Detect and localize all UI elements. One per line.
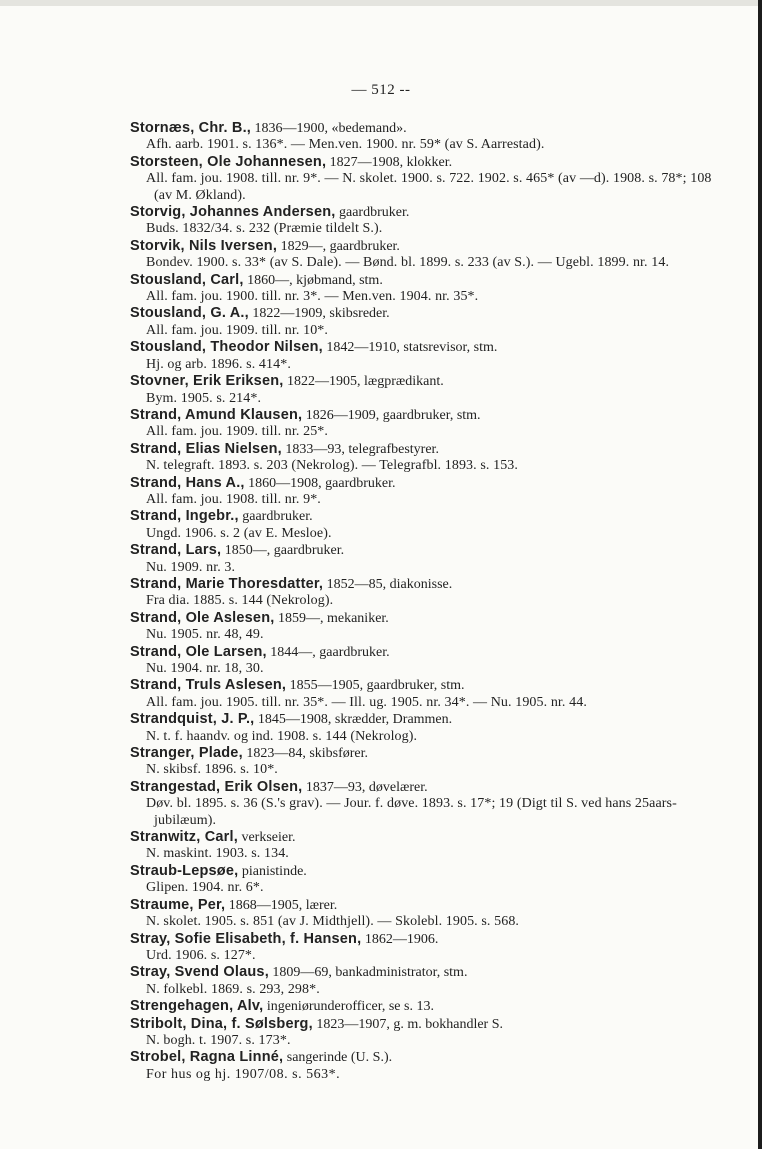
entry-name: Stovner, Erik Eriksen, bbox=[130, 373, 284, 390]
entry-reference: Døv. bl. 1895. s. 36 (S.'s grav). — Jour. f. døve. 1893. s. 17*; 19 (Digt til S. ved hans 25aars-jubilæum). bbox=[146, 796, 677, 828]
entry-name: Strand, Ingebr., bbox=[130, 508, 239, 525]
page-number: — 512 -- bbox=[351, 82, 411, 98]
entry-description: 1823—84, skibsfører. bbox=[242, 746, 369, 762]
entry-description: 1850—, gaardbruker. bbox=[221, 543, 345, 559]
entry-name: Strand, Hans A., bbox=[130, 474, 245, 491]
entry-reference: N. skolet. 1905. s. 851 (av J. Midthjell). — Skolebl. 1905. s. 568. bbox=[146, 914, 520, 930]
entry-name: Storsteen, Ole Johannesen, bbox=[130, 153, 327, 170]
entry bbox=[130, 373, 715, 407]
entry bbox=[130, 475, 715, 509]
entry bbox=[130, 931, 715, 965]
entry-reference: N. bogh. t. 1907. s. 173*. bbox=[146, 1032, 291, 1048]
entry bbox=[130, 407, 715, 441]
entry-reference: Nu. 1909. nr. 3. bbox=[146, 559, 236, 575]
entry-description: pianistinde. bbox=[238, 863, 307, 879]
entry-reference: N. t. f. haandv. og ind. 1908. s. 144 (Nekrolog). bbox=[146, 728, 418, 744]
entry-name: Strand, Ole Aslesen, bbox=[130, 609, 275, 626]
entry-reference: All. fam. jou. 1908. till. nr. 9*. bbox=[146, 491, 321, 507]
entry-name: Stousland, G. A., bbox=[130, 305, 249, 322]
entry bbox=[130, 576, 715, 610]
entry-description: 1826—1909, gaardbruker, stm. bbox=[302, 407, 481, 423]
entry bbox=[130, 154, 715, 204]
entry-reference: All. fam. jou. 1905. till. nr. 35*. — Ill. ug. 1905. nr. 34*. — Nu. 1905. nr. 44. bbox=[146, 694, 587, 710]
entry-description: verkseier. bbox=[237, 830, 296, 846]
entry-description: ingeniørunderofficer, se s. 13. bbox=[263, 999, 434, 1015]
entry-reference: All. fam. jou. 1909. till. nr. 25*. bbox=[146, 424, 328, 440]
entry-description: 1855—1905, gaardbruker, stm. bbox=[286, 678, 465, 694]
entry-list bbox=[130, 120, 715, 1083]
entry-name: Strengehagen, Alv, bbox=[130, 998, 264, 1015]
entry bbox=[130, 897, 715, 931]
entry-reference: Nu. 1904. nr. 18, 30. bbox=[146, 661, 264, 676]
entry-description: 1822—1905, lægprædikant. bbox=[283, 374, 444, 390]
entry-reference: N. skibsf. 1896. s. 10*. bbox=[146, 762, 278, 778]
entry bbox=[130, 610, 715, 644]
scan-edge-right bbox=[758, 0, 762, 1149]
entry-description: 1844—, gaardbruker. bbox=[266, 644, 390, 660]
entry bbox=[130, 339, 715, 373]
entry-reference: Nu. 1905. nr. 48, 49. bbox=[146, 627, 264, 643]
entry bbox=[130, 863, 715, 897]
entry bbox=[130, 644, 715, 678]
entry bbox=[130, 542, 715, 576]
entry-name: Strand, Lars, bbox=[130, 542, 222, 559]
entry-description: 1837—93, døvelærer. bbox=[302, 779, 428, 795]
entry-name: Strand, Ole Larsen, bbox=[130, 643, 267, 660]
entry-reference: N. telegraft. 1893. s. 203 (Nekrolog). — Telegrafbl. 1893. s. 153. bbox=[146, 458, 519, 474]
entry-name: Stray, Sofie Elisabeth, f. Hansen, bbox=[130, 930, 362, 947]
entry-name: Stranwitz, Carl, bbox=[130, 829, 238, 846]
entry-description: 1860—1908, gaardbruker. bbox=[244, 475, 396, 491]
entry-description: 1852—85, diakonisse. bbox=[323, 576, 453, 592]
entry bbox=[130, 964, 715, 998]
entry-reference: N. folkebl. 1869. s. 293, 298*. bbox=[146, 981, 320, 997]
entry bbox=[130, 677, 715, 711]
entry-reference: For hus og hj. 1907/08. s. 563*. bbox=[146, 1066, 341, 1082]
entry-description: 1809—69, bankadministrator, stm. bbox=[268, 965, 468, 981]
entry bbox=[130, 779, 715, 829]
entry-description: 1859—, mekaniker. bbox=[274, 610, 389, 626]
entry-name: Straume, Per, bbox=[130, 896, 226, 913]
entry bbox=[130, 120, 715, 154]
entry-name: Stray, Svend Olaus, bbox=[130, 964, 269, 981]
entry bbox=[130, 1016, 715, 1050]
entry bbox=[130, 711, 715, 745]
entry bbox=[130, 238, 715, 272]
entry-reference: Ungd. 1906. s. 2 (av E. Mesloe). bbox=[146, 525, 332, 541]
entry-name: Strobel, Ragna Linné, bbox=[130, 1049, 284, 1066]
entry bbox=[130, 204, 715, 238]
entry-description: sangerinde (U. S.). bbox=[283, 1050, 393, 1066]
entry bbox=[130, 305, 715, 339]
entry bbox=[130, 441, 715, 475]
entry-name: Stousland, Carl, bbox=[130, 271, 244, 288]
entry bbox=[130, 829, 715, 863]
entry-reference: Afh. aarb. 1901. s. 136*. — Men.ven. 1900. nr. 59* (av S. Aarrestad). bbox=[146, 137, 545, 153]
entry-name: Stranger, Plade, bbox=[130, 745, 243, 762]
entry-reference: Bym. 1905. s. 214*. bbox=[146, 390, 262, 406]
entry-name: Storvig, Johannes Andersen, bbox=[130, 204, 336, 221]
entry-description: 1822—1909, skibsreder. bbox=[248, 306, 390, 322]
entry-reference: Buds. 1832/34. s. 232 (Præmie tildelt S.). bbox=[146, 221, 383, 237]
entry-name: Straub-Lepsøe, bbox=[130, 862, 239, 879]
entry-reference: Glipen. 1904. nr. 6*. bbox=[146, 880, 264, 896]
entry-description: 1862—1906. bbox=[361, 931, 439, 947]
entry-description: 1860—, kjøbmand, stm. bbox=[243, 272, 383, 288]
entry-name: Strandquist, J. P., bbox=[130, 711, 255, 728]
entry-name: Stribolt, Dina, f. Sølsberg, bbox=[130, 1015, 313, 1032]
entry-name: Strand, Marie Thoresdatter, bbox=[130, 575, 324, 592]
entry-reference: Hj. og arb. 1896. s. 414*. bbox=[146, 356, 291, 372]
entry-description: 1842—1910, statsrevisor, stm. bbox=[322, 340, 498, 356]
entry-reference: All. fam. jou. 1908. till. nr. 9*. — N. skolet. 1900. s. 722. 1902. s. 465* (av —d). 1908. s. 78*; 108 (av M. Økland). bbox=[146, 171, 712, 203]
entry-description: 1827—1908, klokker. bbox=[326, 154, 453, 170]
entry-reference: Urd. 1906. s. 127*. bbox=[146, 947, 256, 963]
entry-description: 1829—, gaardbruker. bbox=[277, 238, 400, 254]
entry bbox=[130, 1049, 715, 1083]
entry-description: 1868—1905, lærer. bbox=[225, 897, 338, 913]
entry-name: Strangestad, Erik Olsen, bbox=[130, 778, 303, 795]
entry-name: Strand, Elias Nielsen, bbox=[130, 440, 282, 457]
entry-description: 1845—1908, skrædder, Drammen. bbox=[254, 712, 453, 728]
entry-name: Strand, Amund Klausen, bbox=[130, 406, 303, 423]
entry-reference: Fra dia. 1885. s. 144 (Nekrolog). bbox=[146, 593, 334, 609]
entry-description: 1823—1907, g. m. bokhandler S. bbox=[312, 1016, 503, 1032]
entry-name: Stousland, Theodor Nilsen, bbox=[130, 339, 323, 356]
entry-description: 1833—93, telegrafbestyrer. bbox=[281, 441, 439, 457]
entry-description: gaardbruker. bbox=[238, 509, 313, 525]
entry-reference: N. maskint. 1903. s. 134. bbox=[146, 846, 289, 862]
entry-reference: All. fam. jou. 1909. till. nr. 10*. bbox=[146, 322, 328, 338]
entry-reference: Bondev. 1900. s. 33* (av S. Dale). — Bønd. bl. 1899. s. 233 (av S.). — Ugebl. 1899. nr. 14. bbox=[146, 255, 670, 271]
entry-name: Stornæs, Chr. B., bbox=[130, 120, 252, 136]
scan-edge-top bbox=[0, 0, 762, 6]
entry-name: Strand, Truls Aslesen, bbox=[130, 677, 287, 694]
entry bbox=[130, 998, 715, 1015]
entry-reference: All. fam. jou. 1900. till. nr. 3*. — Men.ven. 1904. nr. 35*. bbox=[146, 289, 479, 305]
entry bbox=[130, 272, 715, 306]
entry-description: gaardbruker. bbox=[335, 205, 410, 221]
entry bbox=[130, 508, 715, 542]
entry-name: Storvik, Nils Iversen, bbox=[130, 237, 278, 254]
entry-description: 1836—1900, «bedemand». bbox=[251, 121, 407, 136]
entry bbox=[130, 745, 715, 779]
